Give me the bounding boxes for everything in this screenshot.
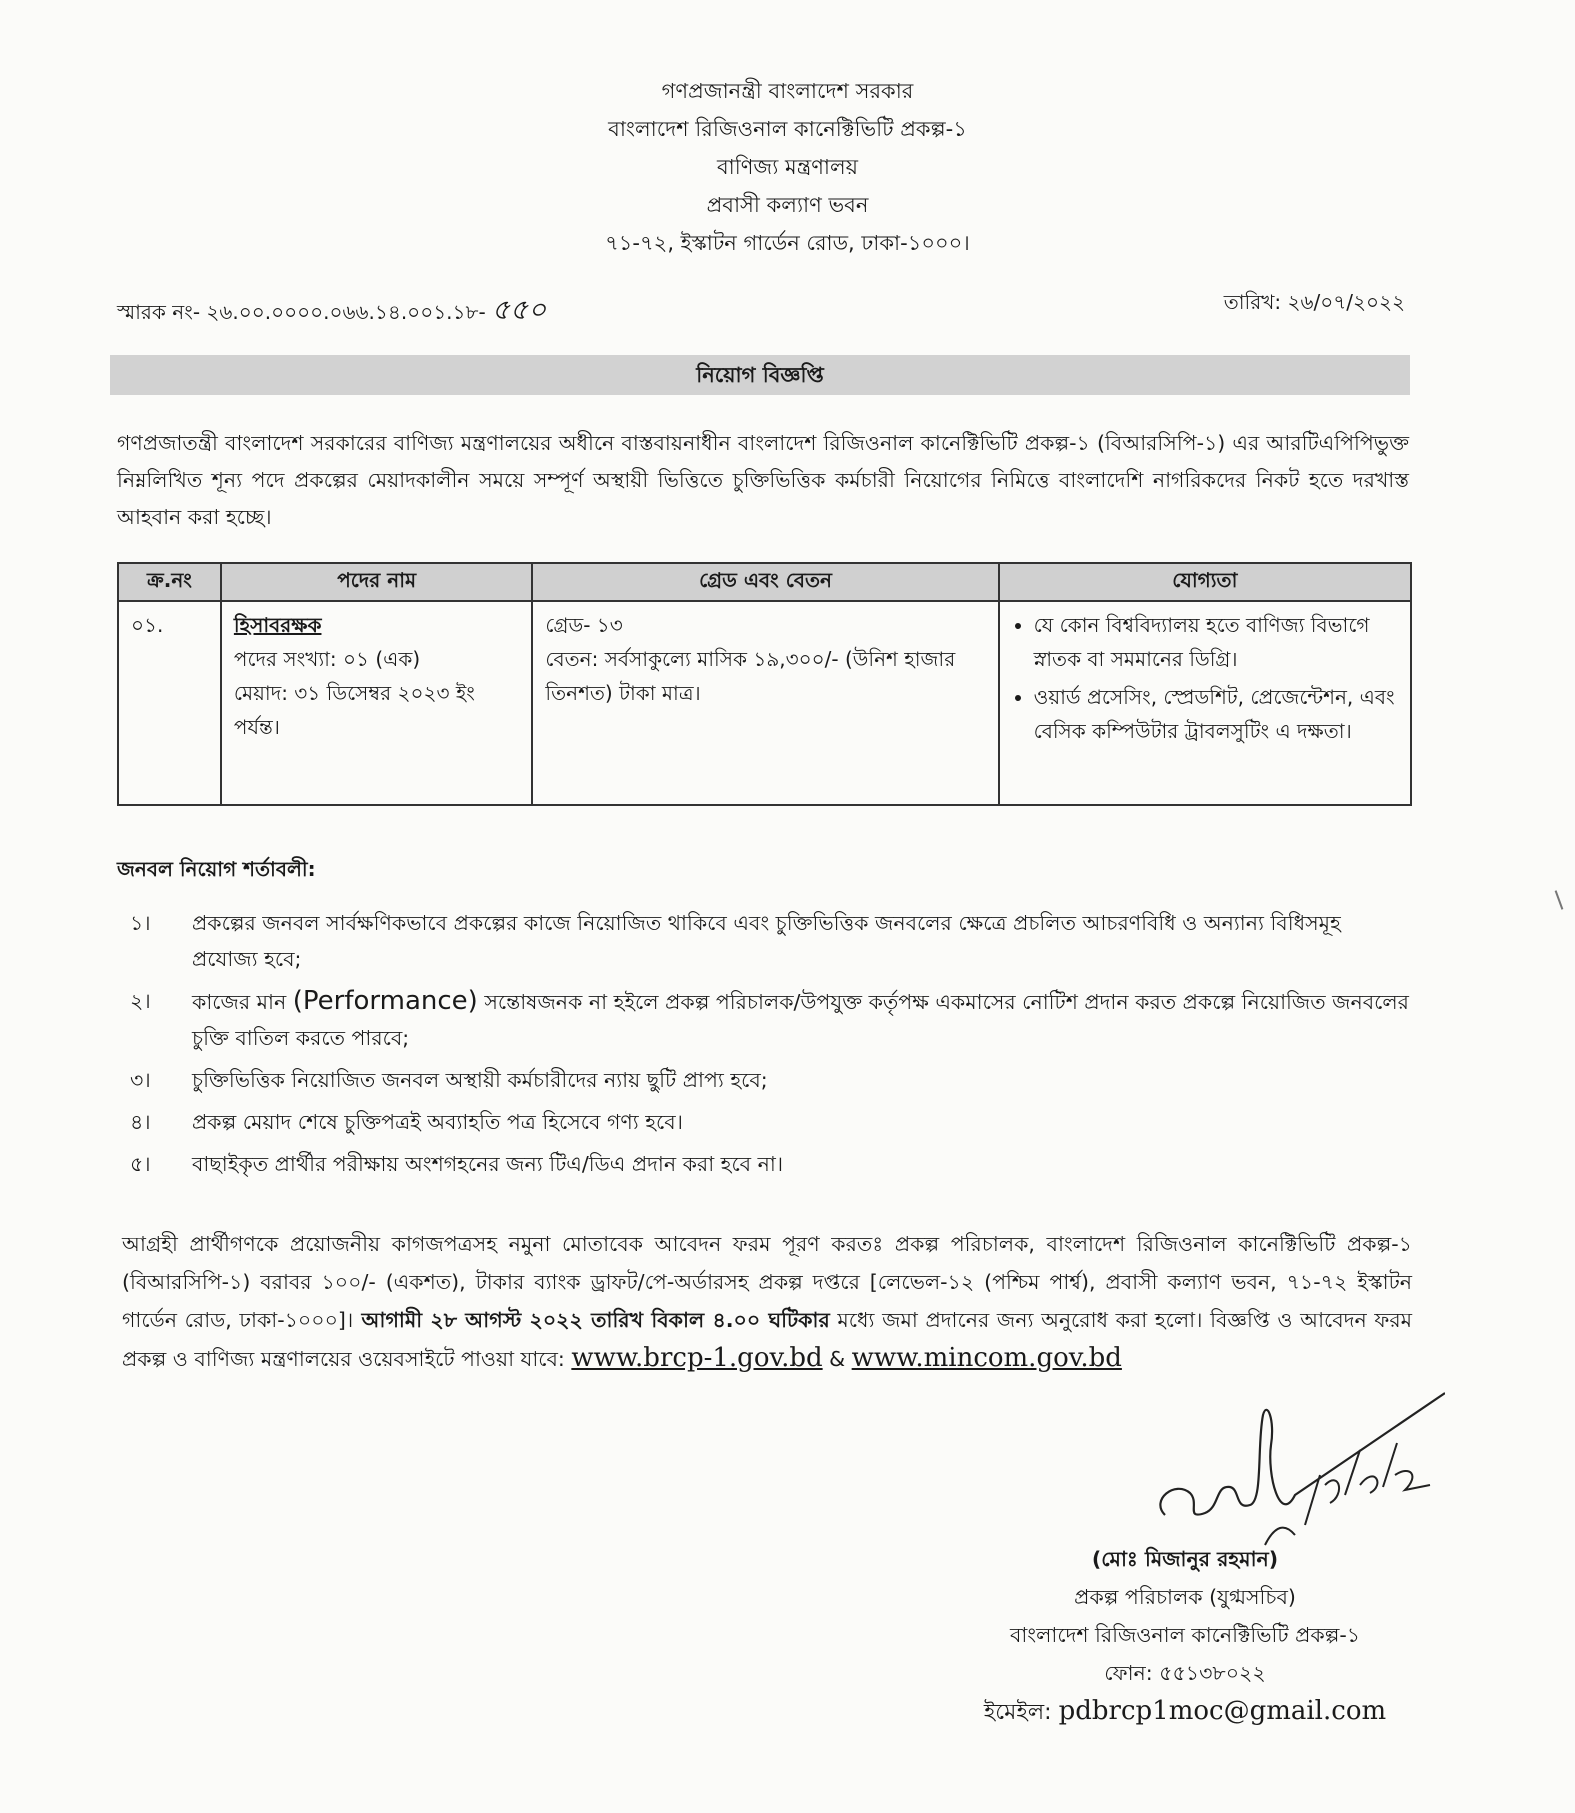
signatory-email-line [950, 1692, 1420, 1732]
header-sl: ক্র.নং [118, 563, 221, 601]
header-project: বাংলাদেশ রিজিওনাল কানেক্টিভিটি প্রকল্প-১ [608, 117, 967, 141]
qualification-list [1012, 608, 1398, 748]
scan-mark [1555, 890, 1564, 909]
condition-text: প্রকল্প মেয়াদ শেষে চুক্তিপত্রই অব্যাহতি পত্র হিসেবে গণ্য হবে। [192, 1110, 684, 1134]
closing-text-2: মধ্যে জমা প্রদানের জন্য অনুরোধ করা হলো। বিজ্ঞপ্তি ও আবেদন ফরম প্রকল্প ও বাণিজ্য মন্ত্রণালয়ের ওয়েবসাইটে পাওয়া যাবে: [122, 1308, 1412, 1371]
ampersand: & [822, 1347, 852, 1371]
letterhead [0, 72, 1575, 262]
condition-item [130, 1146, 1410, 1182]
signatory-name: (মোঃ মিজানুর রহমান) [1091, 1547, 1279, 1571]
header-building: প্রবাসী কল্যাণ ভবন [706, 193, 869, 217]
condition-item [130, 1104, 1410, 1140]
signatory-block [950, 1540, 1420, 1732]
condition-item [130, 983, 1410, 1056]
qualification-item: • যে কোন বিশ্ববিদ্যালয় হতে বাণিজ্য বিভাগে স্নাতক বা সমমানের ডিগ্রি। [1034, 608, 1398, 676]
cell-qualification [999, 601, 1411, 805]
cell-grade [532, 601, 998, 805]
signature [1145, 1375, 1445, 1550]
condition-number: ১। [130, 911, 151, 935]
condition-number: ৫। [130, 1152, 151, 1176]
closing-text-1: আগ্রহী প্রার্থীগণকে প্রয়োজনীয় কাগজপত্রসহ নমুনা মোতাবেক আবেদন ফরম পূরণ করতঃ প্রকল্প পরিচালক, বাংলাদেশ রিজিওনাল কানেক্টিভিটি প্রকল্প-১ (বিআরসিপি-১) বরাবর ১০০/- (একশত), টাকার ব্যাংক ড্রাফট/পে-অর্ডারসহ প্রকল্প দপ্তরে [লেভেল-১২ (পশ্চিম পার্শ্ব), প্রবাসী কল্যাণ ভবন, ৭১-৭২ ইস্কাটন গার্ডেন রোড, ঢাকা-১০০০]। [122, 1232, 1412, 1332]
condition-text-pre: কাজের মান [192, 990, 293, 1014]
closing-paragraph [122, 1225, 1412, 1378]
deadline: আগামী ২৮ আগস্ট ২০২২ তারিখ বিকাল ৪.০০ ঘটিকার [353, 1308, 830, 1332]
post-count: পদের সংখ্যা: ০১ (এক) [233, 647, 421, 671]
memo-prefix: স্মারক নং- ২৬.০০.০০০০.০৬৬.১৪.০০১.১৮- [117, 300, 486, 324]
qualification-item: • ওয়ার্ড প্রসেসিং, স্প্রেডশিট, প্রেজেন্টেশন, এবং বেসিক কম্পিউটার ট্রাবলসুটিং এ দক্ষতা। [1034, 680, 1398, 748]
cell-post [221, 601, 533, 805]
cell-sl [118, 601, 221, 805]
condition-text: চুক্তিভিত্তিক নিয়োজিত জনবল অস্থায়ী কর্মচারীদের ন্যায় ছুটি প্রাপ্য হবে; [192, 1068, 768, 1092]
header-qualification: যোগ্যতা [999, 563, 1411, 601]
signatory-designation: প্রকল্প পরিচালক (যুগ্মসচিব) [1074, 1585, 1296, 1609]
website-link-brcp[interactable]: www.brcp-1.gov.bd [571, 1343, 823, 1373]
condition-item [130, 905, 1410, 977]
header-government: গণপ্রজানন্ত্রী বাংলাদেশ সরকার [661, 79, 914, 103]
row-sl: ০১. [131, 613, 164, 637]
memo-handwritten-number: ৫৫০ [491, 293, 547, 326]
grade-value: গ্রেড- ১৩ [545, 613, 623, 637]
header-address: ৭১-৭২, ইস্কাটন গার্ডেন রোড, ঢাকা-১০০০। [605, 231, 970, 255]
condition-number: ৩। [130, 1068, 151, 1092]
table-header-row [118, 563, 1411, 601]
salary-value: বেতন: সর্বসাকুল্যে মাসিক ১৯,৩০০/- (উনিশ হাজার তিনশত) টাকা মাত্র। [545, 647, 956, 705]
vacancy-table [117, 562, 1412, 806]
post-title: হিসাবরক্ষক [233, 613, 322, 637]
condition-item [130, 1062, 1410, 1098]
condition-text: বাছাইকৃত প্রার্থীর পরীক্ষায় অংশগহনের জন্য টিএ/ডিএ প্রদান করা হবে না। [192, 1152, 784, 1176]
condition-text-post: সন্তোষজনক না হইলে প্রকল্প পরিচালক/উপযুক্ত কর্তৃপক্ষ একমাসের নোটিশ প্রদান করত প্রকল্পে নিয়োজিত জনবলের চুক্তি বাতিল করতে পারবে; [192, 990, 1409, 1050]
condition-text: প্রকল্পের জনবল সার্বক্ষণিকভাবে প্রকল্পের কাজে নিয়োজিত থাকিবে এবং চুক্তিভিত্তিক জনবলের ক্ষেত্রে প্রচলিত আচরণবিধি ও অন্যান্য বিধিসমূহ প্রযোজ্য হবে; [192, 911, 1341, 971]
post-duration: মেয়াদ: ৩১ ডিসেম্বর ২০২৩ ইং পর্যন্ত। [233, 681, 475, 739]
performance-term: (Performance) [292, 986, 478, 1016]
email-address[interactable]: pdbrcp1moc@gmail.com [1058, 1696, 1387, 1726]
issue-date: তারিখ: ২৬/০৭/২০২২ [1223, 290, 1405, 314]
signature-stroke [1160, 1393, 1445, 1515]
signatory-project: বাংলাদেশ রিজিওনাল কানেক্টিভিটি প্রকল্প-১ [1009, 1623, 1361, 1647]
intro-paragraph: গণপ্রজাতন্ত্রী বাংলাদেশ সরকারের বাণিজ্য মন্ত্রণালয়ের অধীনে বাস্তবায়নাধীন বাংলাদেশ রিজিওনাল কানেক্টিভিটি প্রকল্প-১ (বিআরসিপি-১) এর আরটিএপিপিভুক্ত নিম্নলিখিত শূন্য পদে প্রকল্পের মেয়াদকালীন সময়ে সম্পূর্ণ অস্থায়ী ভিত্তিতে চুক্তিভিত্তিক কর্মচারী নিয়োগের নিমিত্তে বাংলাদেশি নাগরিকদের নিকট হতে দরখাস্ত আহবান করা হচ্ছে। [117, 431, 1409, 529]
condition-text [192, 983, 1410, 1056]
conditions-title: জনবল নিয়োগ শর্তাবলী: [117, 857, 316, 881]
conditions-list [130, 905, 1410, 1188]
condition-number: ২। [130, 989, 151, 1013]
email-label: ইমেইল: [983, 1700, 1059, 1725]
table-row [118, 601, 1411, 805]
notice-title: নিয়োগ বিজ্ঞপ্তি [110, 355, 1410, 395]
memo-number [117, 288, 546, 335]
condition-number: ৪। [130, 1110, 151, 1134]
signatory-phone: ফোন: ৫৫১৩৮০২২ [1104, 1661, 1266, 1685]
header-ministry: বাণিজ্য মন্ত্রণালয় [716, 155, 859, 179]
header-grade: গ্রেড এবং বেতন [532, 563, 998, 601]
header-post: পদের নাম [221, 563, 533, 601]
website-link-mincom[interactable]: www.mincom.gov.bd [851, 1343, 1122, 1373]
